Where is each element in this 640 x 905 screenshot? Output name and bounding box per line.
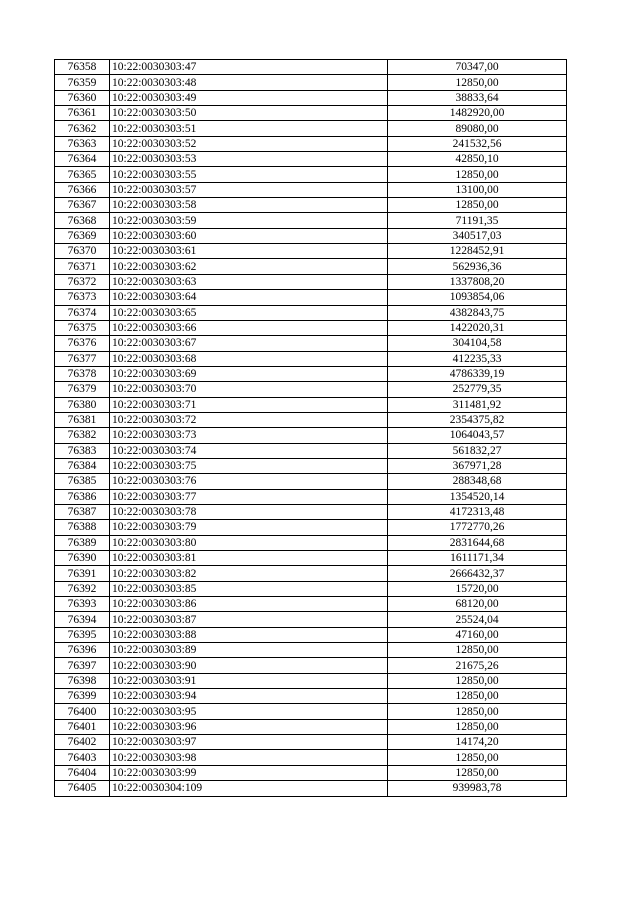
table-row (55, 765, 567, 780)
table-row (55, 259, 567, 274)
cadastral-number-cell: 10:22:0030303:85 (110, 581, 388, 596)
table-row (55, 627, 567, 642)
row-number-cell: 76394 (55, 612, 110, 627)
cadastral-value-cell: 4172313,48 (388, 504, 567, 519)
table-row (55, 781, 567, 796)
table-row (55, 566, 567, 581)
row-number-cell: 76377 (55, 351, 110, 366)
cadastral-number-cell: 10:22:0030303:49 (110, 90, 388, 105)
table-row (55, 167, 567, 182)
row-number-cell: 76370 (55, 244, 110, 259)
cadastral-number-cell: 10:22:0030303:70 (110, 382, 388, 397)
table-row (55, 274, 567, 289)
cadastral-number-cell: 10:22:0030303:95 (110, 704, 388, 719)
cadastral-number-cell: 10:22:0030303:61 (110, 244, 388, 259)
cadastral-value-cell: 1064043,57 (388, 428, 567, 443)
row-number-cell: 76383 (55, 443, 110, 458)
cadastral-number-cell: 10:22:0030303:60 (110, 228, 388, 243)
cadastral-value-cell: 2666432,37 (388, 566, 567, 581)
table-row (55, 551, 567, 566)
cadastral-value-cell: 1093854,06 (388, 290, 567, 305)
table-row (55, 136, 567, 151)
table-row (55, 643, 567, 658)
cadastral-number-cell: 10:22:0030303:89 (110, 643, 388, 658)
cadastral-number-cell: 10:22:0030303:62 (110, 259, 388, 274)
cadastral-value-cell: 70347,00 (388, 60, 567, 75)
row-number-cell: 76390 (55, 551, 110, 566)
cadastral-value-cell: 939983,78 (388, 781, 567, 796)
row-number-cell: 76361 (55, 106, 110, 121)
cadastral-value-cell: 561832,27 (388, 443, 567, 458)
cadastral-value-cell: 71191,35 (388, 213, 567, 228)
cadastral-number-cell: 10:22:0030303:94 (110, 689, 388, 704)
table-row (55, 581, 567, 596)
cadastral-value-cell: 12850,00 (388, 673, 567, 688)
table-row (55, 412, 567, 427)
table-row (55, 597, 567, 612)
table-row (55, 351, 567, 366)
row-number-cell: 76389 (55, 535, 110, 550)
row-number-cell: 76404 (55, 765, 110, 780)
cadastral-value-cell: 1611171,34 (388, 551, 567, 566)
cadastral-value-cell: 1482920,00 (388, 106, 567, 121)
table-row (55, 750, 567, 765)
cadastral-number-cell: 10:22:0030303:86 (110, 597, 388, 612)
row-number-cell: 76378 (55, 366, 110, 381)
table-row (55, 75, 567, 90)
cadastral-number-cell: 10:22:0030303:72 (110, 412, 388, 427)
cadastral-value-cell: 241532,56 (388, 136, 567, 151)
cadastral-number-cell: 10:22:0030303:47 (110, 60, 388, 75)
cadastral-value-cell: 42850,10 (388, 152, 567, 167)
cadastral-number-cell: 10:22:0030303:88 (110, 627, 388, 642)
row-number-cell: 76371 (55, 259, 110, 274)
cadastral-number-cell: 10:22:0030303:57 (110, 182, 388, 197)
row-number-cell: 76385 (55, 474, 110, 489)
cadastral-number-cell: 10:22:0030303:75 (110, 458, 388, 473)
cadastral-number-cell: 10:22:0030303:79 (110, 520, 388, 535)
cadastral-value-cell: 12850,00 (388, 643, 567, 658)
cadastral-value-cell: 4786339,19 (388, 366, 567, 381)
cadastral-value-cell: 68120,00 (388, 597, 567, 612)
cadastral-number-cell: 10:22:0030303:97 (110, 735, 388, 750)
row-number-cell: 76388 (55, 520, 110, 535)
cadastral-number-cell: 10:22:0030303:99 (110, 765, 388, 780)
row-number-cell: 76358 (55, 60, 110, 75)
row-number-cell: 76376 (55, 336, 110, 351)
table-row (55, 458, 567, 473)
table-row (55, 504, 567, 519)
row-number-cell: 76373 (55, 290, 110, 305)
cadastral-number-cell: 10:22:0030303:98 (110, 750, 388, 765)
cadastral-value-table (54, 59, 567, 797)
row-number-cell: 76362 (55, 121, 110, 136)
cadastral-value-cell: 340517,03 (388, 228, 567, 243)
cadastral-value-cell: 12850,00 (388, 765, 567, 780)
cadastral-value-cell: 21675,26 (388, 658, 567, 673)
cadastral-number-cell: 10:22:0030303:59 (110, 213, 388, 228)
cadastral-number-cell: 10:22:0030303:76 (110, 474, 388, 489)
table-row (55, 336, 567, 351)
table-row (55, 305, 567, 320)
row-number-cell: 76386 (55, 489, 110, 504)
cadastral-number-cell: 10:22:0030303:87 (110, 612, 388, 627)
row-number-cell: 76365 (55, 167, 110, 182)
cadastral-number-cell: 10:22:0030303:65 (110, 305, 388, 320)
row-number-cell: 76400 (55, 704, 110, 719)
table-row (55, 121, 567, 136)
cadastral-number-cell: 10:22:0030303:53 (110, 152, 388, 167)
cadastral-number-cell: 10:22:0030303:91 (110, 673, 388, 688)
cadastral-number-cell: 10:22:0030303:77 (110, 489, 388, 504)
row-number-cell: 76369 (55, 228, 110, 243)
cadastral-number-cell: 10:22:0030303:51 (110, 121, 388, 136)
cadastral-value-cell: 562936,36 (388, 259, 567, 274)
cadastral-number-cell: 10:22:0030304:109 (110, 781, 388, 796)
table-row (55, 366, 567, 381)
cadastral-value-cell: 15720,00 (388, 581, 567, 596)
cadastral-value-cell: 38833,64 (388, 90, 567, 105)
cadastral-number-cell: 10:22:0030303:80 (110, 535, 388, 550)
row-number-cell: 76363 (55, 136, 110, 151)
cadastral-number-cell: 10:22:0030303:69 (110, 366, 388, 381)
cadastral-number-cell: 10:22:0030303:71 (110, 397, 388, 412)
cadastral-value-cell: 12850,00 (388, 704, 567, 719)
row-number-cell: 76366 (55, 182, 110, 197)
cadastral-value-cell: 1772770,26 (388, 520, 567, 535)
cadastral-value-cell: 311481,92 (388, 397, 567, 412)
table-row (55, 320, 567, 335)
table-row (55, 704, 567, 719)
table-row (55, 658, 567, 673)
table-row (55, 106, 567, 121)
table-row (55, 90, 567, 105)
cadastral-value-cell: 2831644,68 (388, 535, 567, 550)
cadastral-value-cell: 12850,00 (388, 198, 567, 213)
table-row (55, 182, 567, 197)
cadastral-value-cell: 1422020,31 (388, 320, 567, 335)
table-row (55, 382, 567, 397)
cadastral-number-cell: 10:22:0030303:50 (110, 106, 388, 121)
cadastral-number-cell: 10:22:0030303:74 (110, 443, 388, 458)
cadastral-value-cell: 14174,20 (388, 735, 567, 750)
cadastral-value-cell: 12850,00 (388, 689, 567, 704)
table-body (55, 60, 567, 797)
cadastral-number-cell: 10:22:0030303:48 (110, 75, 388, 90)
row-number-cell: 76397 (55, 658, 110, 673)
cadastral-number-cell: 10:22:0030303:90 (110, 658, 388, 673)
table-row (55, 612, 567, 627)
table-row (55, 474, 567, 489)
cadastral-value-cell: 4382843,75 (388, 305, 567, 320)
cadastral-value-cell: 1228452,91 (388, 244, 567, 259)
table-row (55, 719, 567, 734)
cadastral-value-cell: 89080,00 (388, 121, 567, 136)
cadastral-value-cell: 47160,00 (388, 627, 567, 642)
cadastral-number-cell: 10:22:0030303:73 (110, 428, 388, 443)
row-number-cell: 76380 (55, 397, 110, 412)
row-number-cell: 76405 (55, 781, 110, 796)
row-number-cell: 76360 (55, 90, 110, 105)
row-number-cell: 76393 (55, 597, 110, 612)
cadastral-number-cell: 10:22:0030303:96 (110, 719, 388, 734)
cadastral-number-cell: 10:22:0030303:67 (110, 336, 388, 351)
table-row (55, 60, 567, 75)
row-number-cell: 76374 (55, 305, 110, 320)
cadastral-value-cell: 412235,33 (388, 351, 567, 366)
table-row (55, 673, 567, 688)
row-number-cell: 76364 (55, 152, 110, 167)
table-row (55, 443, 567, 458)
row-number-cell: 76384 (55, 458, 110, 473)
table-row (55, 397, 567, 412)
row-number-cell: 76392 (55, 581, 110, 596)
row-number-cell: 76379 (55, 382, 110, 397)
cadastral-value-cell: 25524,04 (388, 612, 567, 627)
cadastral-value-cell: 12850,00 (388, 75, 567, 90)
cadastral-value-cell: 288348,68 (388, 474, 567, 489)
cadastral-number-cell: 10:22:0030303:82 (110, 566, 388, 581)
row-number-cell: 76399 (55, 689, 110, 704)
cadastral-number-cell: 10:22:0030303:63 (110, 274, 388, 289)
cadastral-number-cell: 10:22:0030303:81 (110, 551, 388, 566)
cadastral-number-cell: 10:22:0030303:64 (110, 290, 388, 305)
table-row (55, 228, 567, 243)
table-row (55, 213, 567, 228)
cadastral-number-cell: 10:22:0030303:58 (110, 198, 388, 213)
row-number-cell: 76382 (55, 428, 110, 443)
cadastral-value-cell: 12850,00 (388, 719, 567, 734)
row-number-cell: 76367 (55, 198, 110, 213)
row-number-cell: 76395 (55, 627, 110, 642)
row-number-cell: 76396 (55, 643, 110, 658)
row-number-cell: 76402 (55, 735, 110, 750)
table-row (55, 689, 567, 704)
row-number-cell: 76372 (55, 274, 110, 289)
row-number-cell: 76381 (55, 412, 110, 427)
cadastral-value-cell: 304104,58 (388, 336, 567, 351)
cadastral-value-cell: 367971,28 (388, 458, 567, 473)
cadastral-number-cell: 10:22:0030303:68 (110, 351, 388, 366)
cadastral-value-cell: 2354375,82 (388, 412, 567, 427)
cadastral-value-cell: 12850,00 (388, 750, 567, 765)
row-number-cell: 76359 (55, 75, 110, 90)
cadastral-value-cell: 13100,00 (388, 182, 567, 197)
table-row (55, 535, 567, 550)
table-row (55, 428, 567, 443)
table-row (55, 290, 567, 305)
cadastral-value-cell: 1354520,14 (388, 489, 567, 504)
table-row (55, 152, 567, 167)
row-number-cell: 76391 (55, 566, 110, 581)
row-number-cell: 76387 (55, 504, 110, 519)
table-row (55, 198, 567, 213)
row-number-cell: 76398 (55, 673, 110, 688)
cadastral-number-cell: 10:22:0030303:55 (110, 167, 388, 182)
table-row (55, 244, 567, 259)
cadastral-number-cell: 10:22:0030303:52 (110, 136, 388, 151)
cadastral-value-cell: 252779,35 (388, 382, 567, 397)
table-row (55, 520, 567, 535)
cadastral-value-cell: 1337808,20 (388, 274, 567, 289)
cadastral-number-cell: 10:22:0030303:66 (110, 320, 388, 335)
row-number-cell: 76403 (55, 750, 110, 765)
row-number-cell: 76401 (55, 719, 110, 734)
table-row (55, 489, 567, 504)
row-number-cell: 76368 (55, 213, 110, 228)
table-row (55, 735, 567, 750)
cadastral-number-cell: 10:22:0030303:78 (110, 504, 388, 519)
cadastral-value-cell: 12850,00 (388, 167, 567, 182)
row-number-cell: 76375 (55, 320, 110, 335)
